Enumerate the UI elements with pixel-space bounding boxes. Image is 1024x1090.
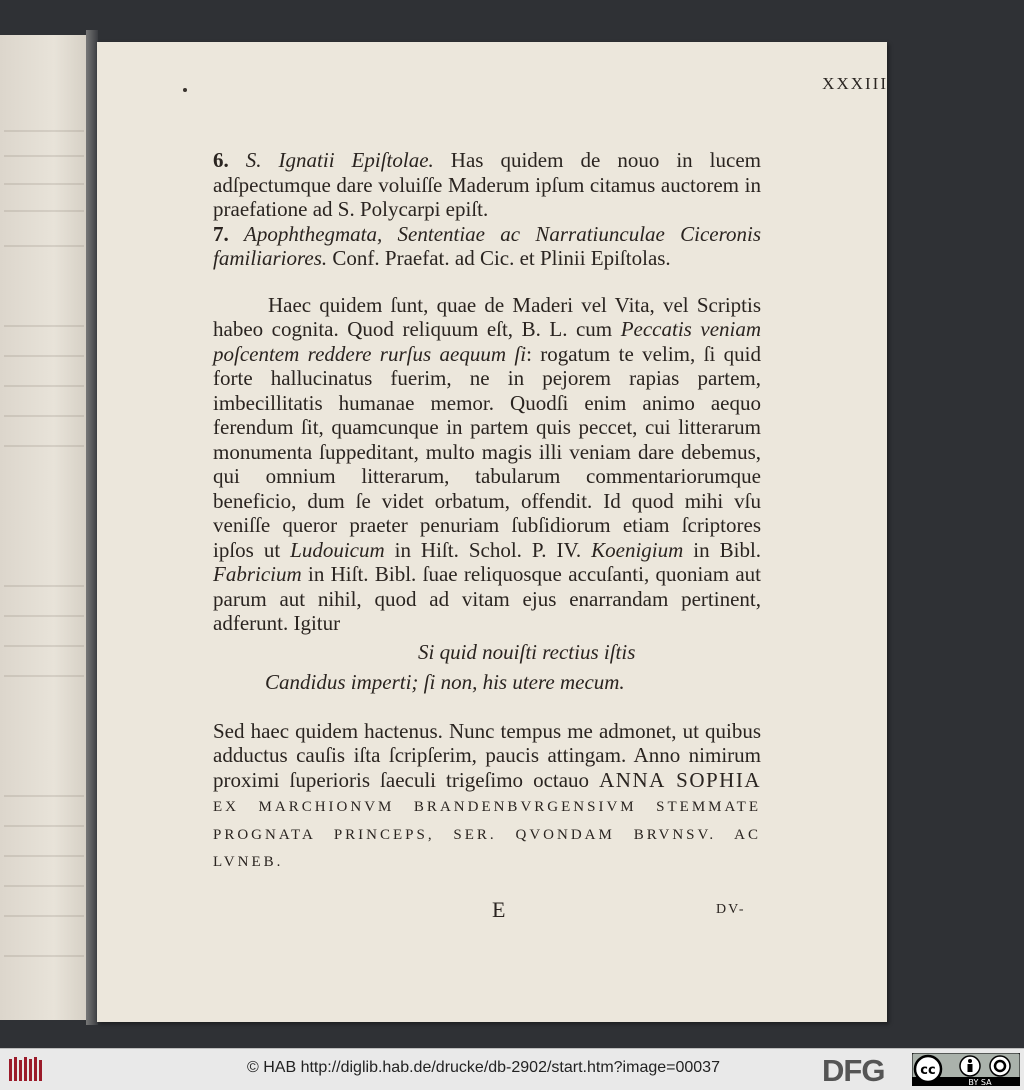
paragraph-text: in Bibl. (693, 537, 762, 562)
entry-title: S. Ignatii Epiſtolae. (245, 148, 434, 172)
paragraph-text: Haec quidem ſunt, quae de Maderi vel Vita, vel Scriptis habeo cognita. Quod reliquum eſt, B. L. cum (213, 292, 761, 341)
verse-quote (213, 640, 761, 695)
author-name: Koenigium (591, 537, 684, 562)
page-body (213, 148, 761, 875)
entry-title: Apophthegmata, Sententiae ac Narratiunculae Ciceronis familiariores. (213, 221, 762, 270)
entry-6 (213, 148, 761, 222)
verse-line-2: Candidus imperti; ſi non, his utere mecum. (265, 670, 625, 694)
author-name: Fabricium (213, 562, 302, 586)
catchword: DV- (716, 902, 746, 917)
hab-logo-icon (6, 1054, 46, 1085)
svg-text:cc: cc (920, 1063, 936, 1078)
entry-7 (213, 222, 761, 271)
paragraph-text: Sed haec quidem hactenus. Nunc tempus me admonet, ut quibus adductus cauſis iſta ſcripſerim, paucis attingam. Anno nimirum proximi ſuperioris ſaeculi trigeſimo octauo (213, 718, 761, 792)
entry-number: 7. (213, 221, 229, 246)
svg-text:BY SA: BY SA (968, 1078, 992, 1086)
cc-by-sa-icon (912, 1053, 1020, 1086)
paragraph-text: : rogatum te velim, ſi quid forte hallucinatus fuerim, ne in pejorem rapias partem, imbecillitatis humanae memor. Quodſi enim animo aequo ferendum ſit, quamcunque in partem quis peccet, cui litterarum monumenta ſuppeditant, multo magis illi veniam dare debemus, qui omnium litterarum, tabularum commentariorumque beneficio, dum ſe videt orbatum, offendit. Id quod mihi vſu veniſſe queror praeter penuriam ſubſidiorum etiam ſcriptores ipſos ut (213, 341, 761, 562)
entry-number: 6. (213, 148, 229, 172)
paragraph-1 (213, 293, 761, 636)
paragraph-2 (213, 719, 761, 875)
princess-name: ANNA SOPHIA (599, 767, 761, 792)
author-name: Ludouicum (290, 537, 385, 562)
paragraph-text: in Hiſt. Schol. P. IV. (394, 537, 582, 562)
caps-text: EX MARCHIONVM BRANDENBVRGENSIVM STEMMATE PROGNATA PRINCEPS, SER. QVONDAM BRVNSV. AC LVNEB. (213, 799, 761, 870)
footer-bar (0, 1048, 1024, 1090)
entry-text: Conf. Praefat. ad Cic. et Plinii Epiſtolas. (332, 246, 671, 270)
previous-page-edge (0, 35, 90, 1020)
signature-mark: E (492, 897, 506, 922)
paragraph-text: in Hiſt. Bibl. ſuae reliquosque accuſanti, quoniam aut parum aut nihil, quod ad vitam ejus enarrandam pertinent, adferunt. Igitur (213, 562, 761, 635)
verse-line-1: Si quid nouiſti rectius iſtis (418, 639, 636, 664)
page-number-header: XXXIII (822, 74, 888, 93)
paper-speck (183, 88, 187, 92)
entry-text: Has quidem de nouo in lucem adſpectumque dare voluiſſe Maderum ipſum citamus auctorem in praefatione ad S. Polycarpi epiſt. (213, 148, 761, 221)
dfg-logo: DFG (822, 1053, 885, 1088)
paragraph-quote: Peccatis veniam poſcentem reddere rurſus aequum ſi (213, 317, 762, 366)
source-url-text[interactable]: © HAB http://diglib.hab.de/drucke/db-2902/start.htm?image=00037 (247, 1059, 720, 1076)
